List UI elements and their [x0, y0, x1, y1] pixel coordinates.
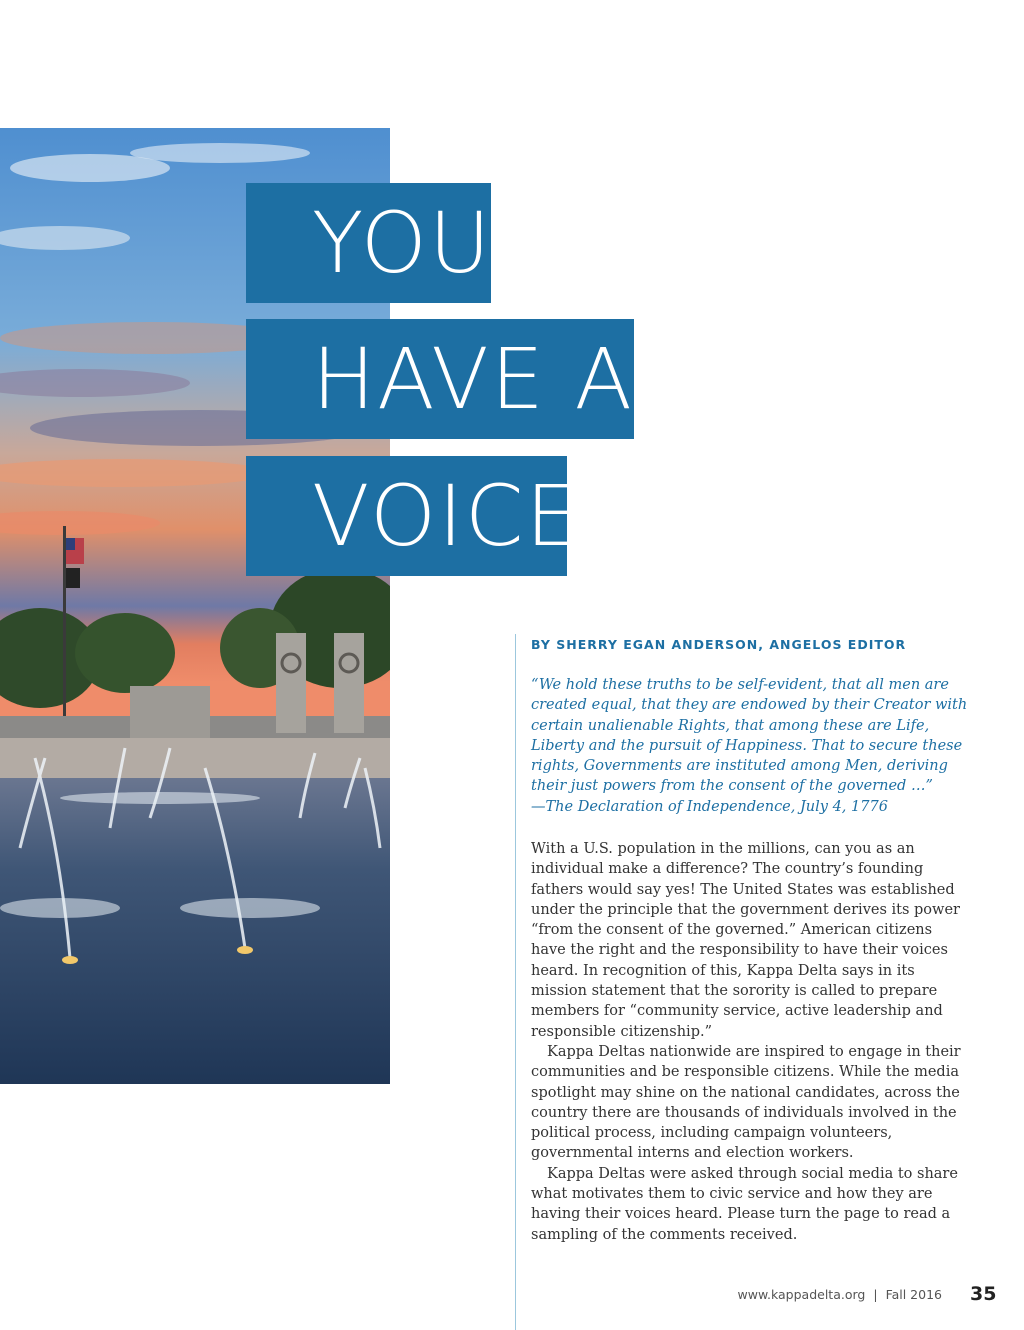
headline-text-3: VOICE — [312, 467, 581, 565]
article-body — [531, 839, 971, 1245]
footer-url[interactable]: www.kappadelta.org — [737, 1287, 866, 1302]
body-paragraph-2: Kappa Deltas nationwide are inspired to engage in their communities and be responsible citizens. While the media spotlight may shine on the national candidates, across the country there are thousands of individuals involved in the political process, including campaign volunteers, governmental interns and election workers. — [531, 1043, 961, 1162]
page-footer — [738, 1287, 943, 1302]
body-paragraph-3: Kappa Deltas were asked through social media to share what motivates them to civic service and how they are having their voices heard. Please turn the page to read a sampling of the comments received. — [531, 1165, 958, 1243]
headline-line-2 — [246, 319, 634, 439]
headline-text-2: HAVE A — [312, 330, 634, 428]
byline: BY SHERRY EGAN ANDERSON, ANGELOS EDITOR — [531, 637, 907, 652]
headline-text-1: YOU — [312, 194, 493, 292]
quote-citation: —The Declaration of Independence, July 4, 1776 — [531, 798, 888, 815]
page-number: 35 — [970, 1283, 997, 1305]
body-paragraph-1: With a U.S. population in the millions, can you as an individual make a difference? The country’s founding fathers would say yes! The United States was established under the principle that the government derives its power “from the consent of the governed.” American citizens have the right and the responsibility to have their voices heard. In recognition of this, Kappa Delta says in its mission statement that the sorority is called to prepare members for “community service, active leadership and responsible citizenship.” — [531, 841, 960, 1040]
quote-text: “We hold these truths to be self-evident, that all men are created equal, that they are endowed by their Creator with certain unalienable Rights, that among these are Life, Liberty and the pursuit of Happiness. That to secure these rights, Governments are instituted among Men, deriving their just powers from the consent of the governed …” — [531, 677, 968, 795]
headline-line-1 — [246, 183, 491, 303]
headline-line-3 — [246, 456, 581, 576]
column-divider — [515, 634, 516, 1330]
epigraph-quote — [531, 675, 971, 817]
footer-issue: Fall 2016 — [885, 1287, 942, 1302]
footer-separator: | — [873, 1287, 878, 1302]
